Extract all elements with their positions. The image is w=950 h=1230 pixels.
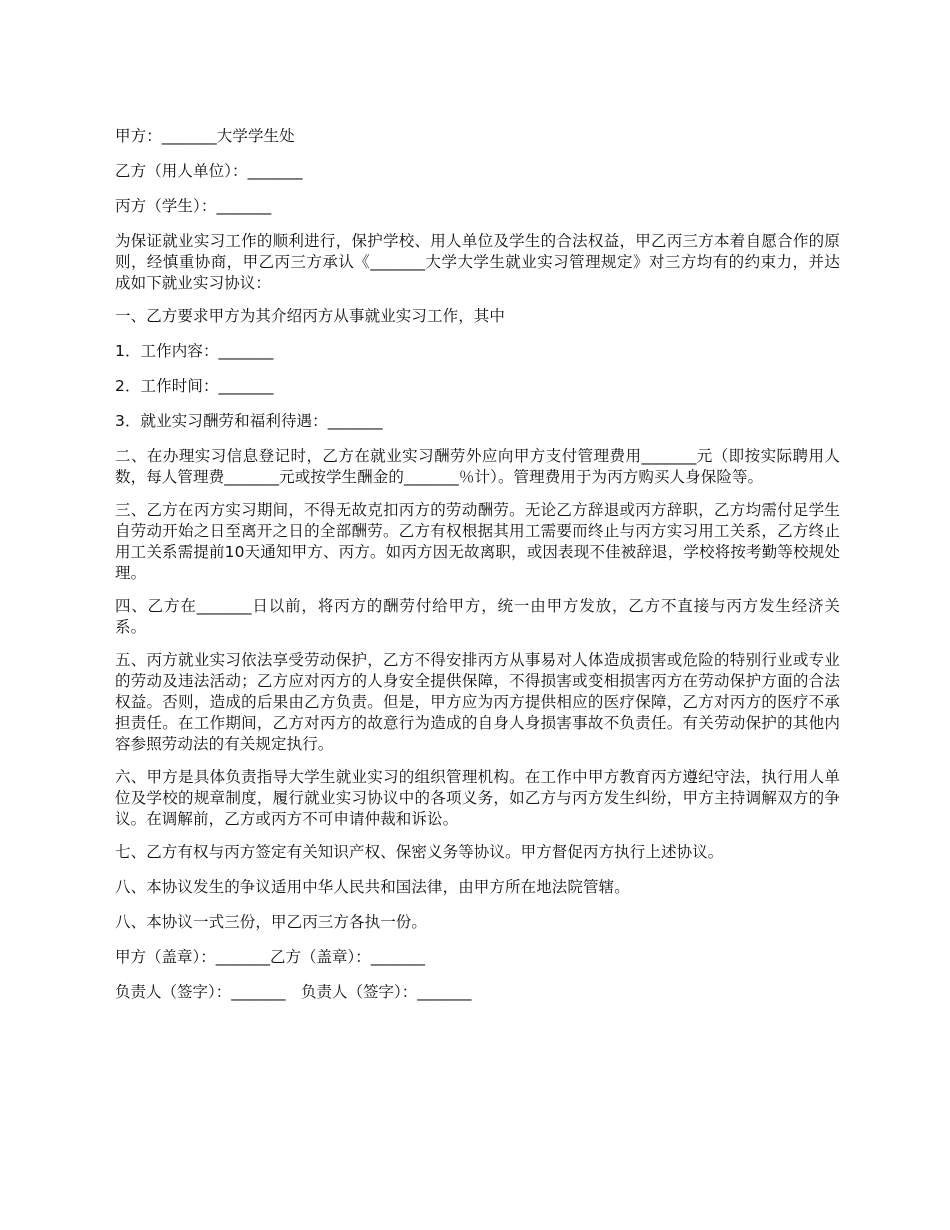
clause-1: 一、乙方要求甲方为其介绍丙方从事就业实习工作，其中 [115, 307, 506, 325]
clause-8: 八、本协议发生的争议适用中华人民共和国法律，由甲方所在地法院管辖。 [115, 878, 630, 896]
clause-6: 六、甲方是具体负责指导大学生就业实习的组织管理机构。在工作中甲方教育丙方遵纪守法，执行用人单位及学校的规章制度，履行就业实习协议中的各项义务，如乙方与丙方发生纠纷，甲方主持调解双方的争议。在调解前，乙方或丙方不可申请仲裁和诉讼。 [115, 768, 840, 828]
clause-7: 七、乙方有权与丙方签定有关知识产权、保密义务等协议。甲方督促丙方执行上述协议。 [115, 843, 724, 861]
clause-2: 二、在办理实习信息登记时，乙方在就业实习酬劳外应向甲方支付管理费用_______元（即按实际聘用人数，每人管理费_______元或按学生酬金的_______％计）。管理费用于为丙方购买人身保险等。 [115, 447, 840, 486]
clause-4: 四、乙方在_______日以前，将丙方的酬劳付给甲方，统一由甲方发放，乙方不直接与丙方发生经济关系。 [115, 597, 840, 636]
party-c-line: 丙方（学生）：_______ [115, 197, 272, 215]
preamble-paragraph: 为保证就业实习工作的顺利进行，保护学校、用人单位及学生的合法权益，甲乙丙三方本着自愿合作的原则，经慎重协商，甲乙丙三方承认《_______大学大学生就业实习管理规定》对三方均有的约束力，并达成如下就业实习协议： [115, 232, 840, 292]
seal-line: 甲方（盖章）：_______乙方（盖章）：_______ [115, 948, 426, 966]
clause-1-item-3: 3．就业实习酬劳和福利待遇：_______ [115, 412, 383, 430]
party-b-line: 乙方（用人单位）：_______ [115, 162, 303, 180]
signature-line: 负责人（签字）：_______ 负责人（签字）：_______ [115, 983, 472, 1001]
agreement-document [115, 126, 840, 1017]
clause-9: 八、本协议一式三份，甲乙丙三方各执一份。 [115, 913, 428, 931]
clause-3: 三、乙方在丙方实习期间，不得无故克扣丙方的劳动酬劳。无论乙方辞退或丙方辞职，乙方均需付足学生自劳动开始之日至离开之日的全部酬劳。乙方有权根据其用工需要而终止与丙方实习用工关系，乙方终止用工关系需提前10天通知甲方、丙方。如丙方因无故离职，或因表现不佳被辞退，学校将按考勤等校规处理。 [115, 501, 840, 582]
party-a-line: 甲方：_______大学学生处 [115, 127, 295, 145]
clause-5: 五、丙方就业实习依法享受劳动保护，乙方不得安排丙方从事易对人体造成损害或危险的特别行业或专业的劳动及违法活动；乙方应对丙方的人身安全提供保障，不得损害或变相损害丙方在劳动保护方面的合法权益。否则，造成的后果由乙方负责。但是，甲方应为丙方提供相应的医疗保障，乙方对丙方的医疗不承担责任。在工作期间，乙方对丙方的故意行为造成的自身人身损害事故不负责任。有关劳动保护的其他内容参照劳动法的有关规定执行。 [115, 651, 840, 753]
clause-1-item-2: 2．工作时间：_______ [115, 377, 274, 395]
clause-1-item-1: 1．工作内容：_______ [115, 342, 274, 360]
